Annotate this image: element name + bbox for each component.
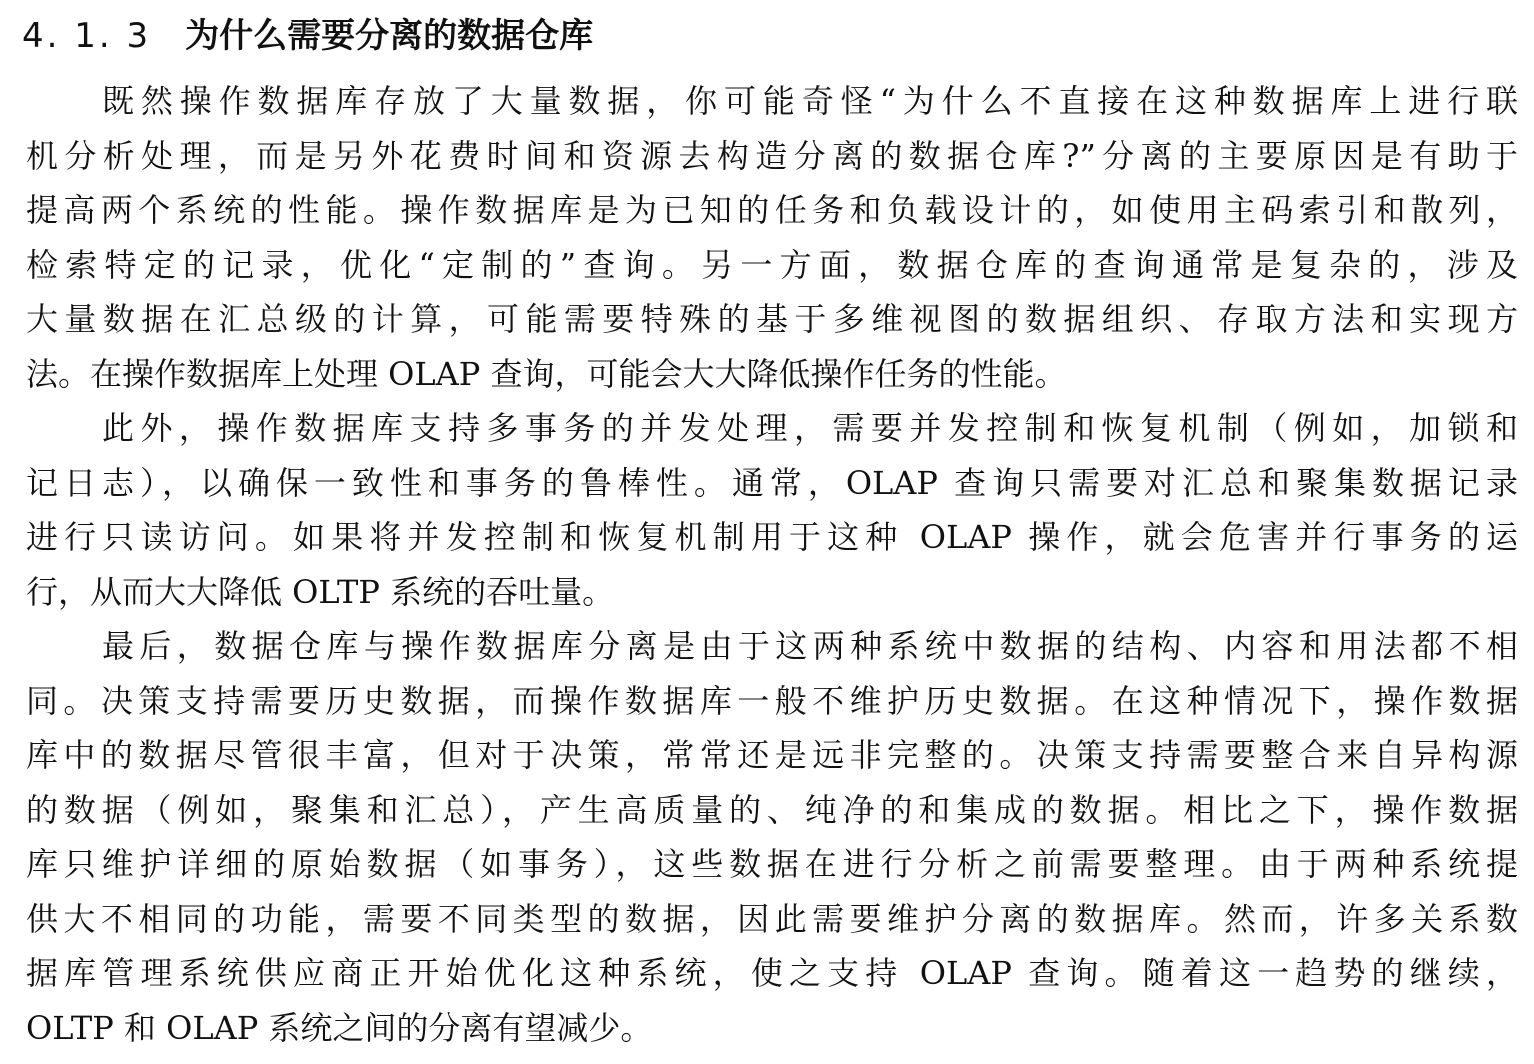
text-line: 法。在操作数据库上处理 OLAP 查询，可能会大大降低操作任务的性能。 [26, 354, 1067, 393]
text-line: 此外，操作数据库支持多事务的并发处理，需要并发控制和恢复机制（例如，加锁和 [102, 409, 1518, 447]
section-number: 4. 1. 3 [22, 16, 152, 56]
text-line: 记日志），以确保一致性和事务的鲁棒性。通常，OLAP 查询只需要对汇总和聚集数据记录 [26, 463, 1518, 502]
text-line: OLTP 和 OLAP 系统之间的分离有望减少。 [26, 1008, 653, 1047]
text-line: 据库管理系统供应商正开始优化这种系统，使之支持 OLAP 查询。随着这一趋势的继续， [26, 954, 1518, 992]
text-line: 提高两个系统的性能。操作数据库是为已知的任务和负载设计的，如使用主码索引和散列， [26, 191, 1518, 229]
text-line: 的数据（例如，聚集和汇总），产生高质量的、纯净的和集成的数据。相比之下，操作数据 [26, 790, 1518, 829]
text-line: 大量数据在汇总级的计算，可能需要特殊的基于多维视图的数据组织、存取方法和实现方 [26, 300, 1518, 338]
text-line: 既然操作数据库存放了大量数据，你可能奇怪“为什么不直接在这种数据库上进行联 [102, 82, 1518, 120]
text-line: 库中的数据尽管很丰富，但对于决策，常常还是远非完整的。决策支持需要整合来自异构源 [26, 736, 1518, 774]
text-line: 进行只读访问。如果将并发控制和恢复机制用于这种 OLAP 操作，就会危害并行事务的运 [26, 518, 1518, 556]
section-title: 为什么需要分离的数据仓库 [185, 16, 594, 56]
text-line: 库只维护详细的原始数据（如事务），这些数据在进行分析之前需要整理。由于两种系统提 [26, 845, 1518, 883]
text-line: 行，从而大大降低 OLTP 系统的吞吐量。 [26, 572, 615, 611]
text-line: 同。决策支持需要历史数据，而操作数据库一般不维护历史数据。在这种情况下，操作数据 [26, 681, 1518, 720]
text-line: 供大不相同的功能，需要不同类型的数据，因此需要维护分离的数据库。然而，许多关系数 [26, 899, 1518, 938]
text-line: 检索特定的记录，优化“定制的”查询。另一方面，数据仓库的查询通常是复杂的，涉及 [26, 245, 1518, 284]
body-text [26, 74, 1518, 1055]
paragraph [26, 401, 1518, 619]
paragraph [26, 74, 1518, 401]
section-heading [22, 8, 593, 64]
paragraph [26, 619, 1518, 1055]
text-line: 最后，数据仓库与操作数据库分离是由于这两种系统中数据的结构、内容和用法都不相 [102, 627, 1518, 665]
text-line: 机分析处理，而是另外花费时间和资源去构造分离的数据仓库?”分离的主要原因是有助于 [26, 136, 1518, 175]
